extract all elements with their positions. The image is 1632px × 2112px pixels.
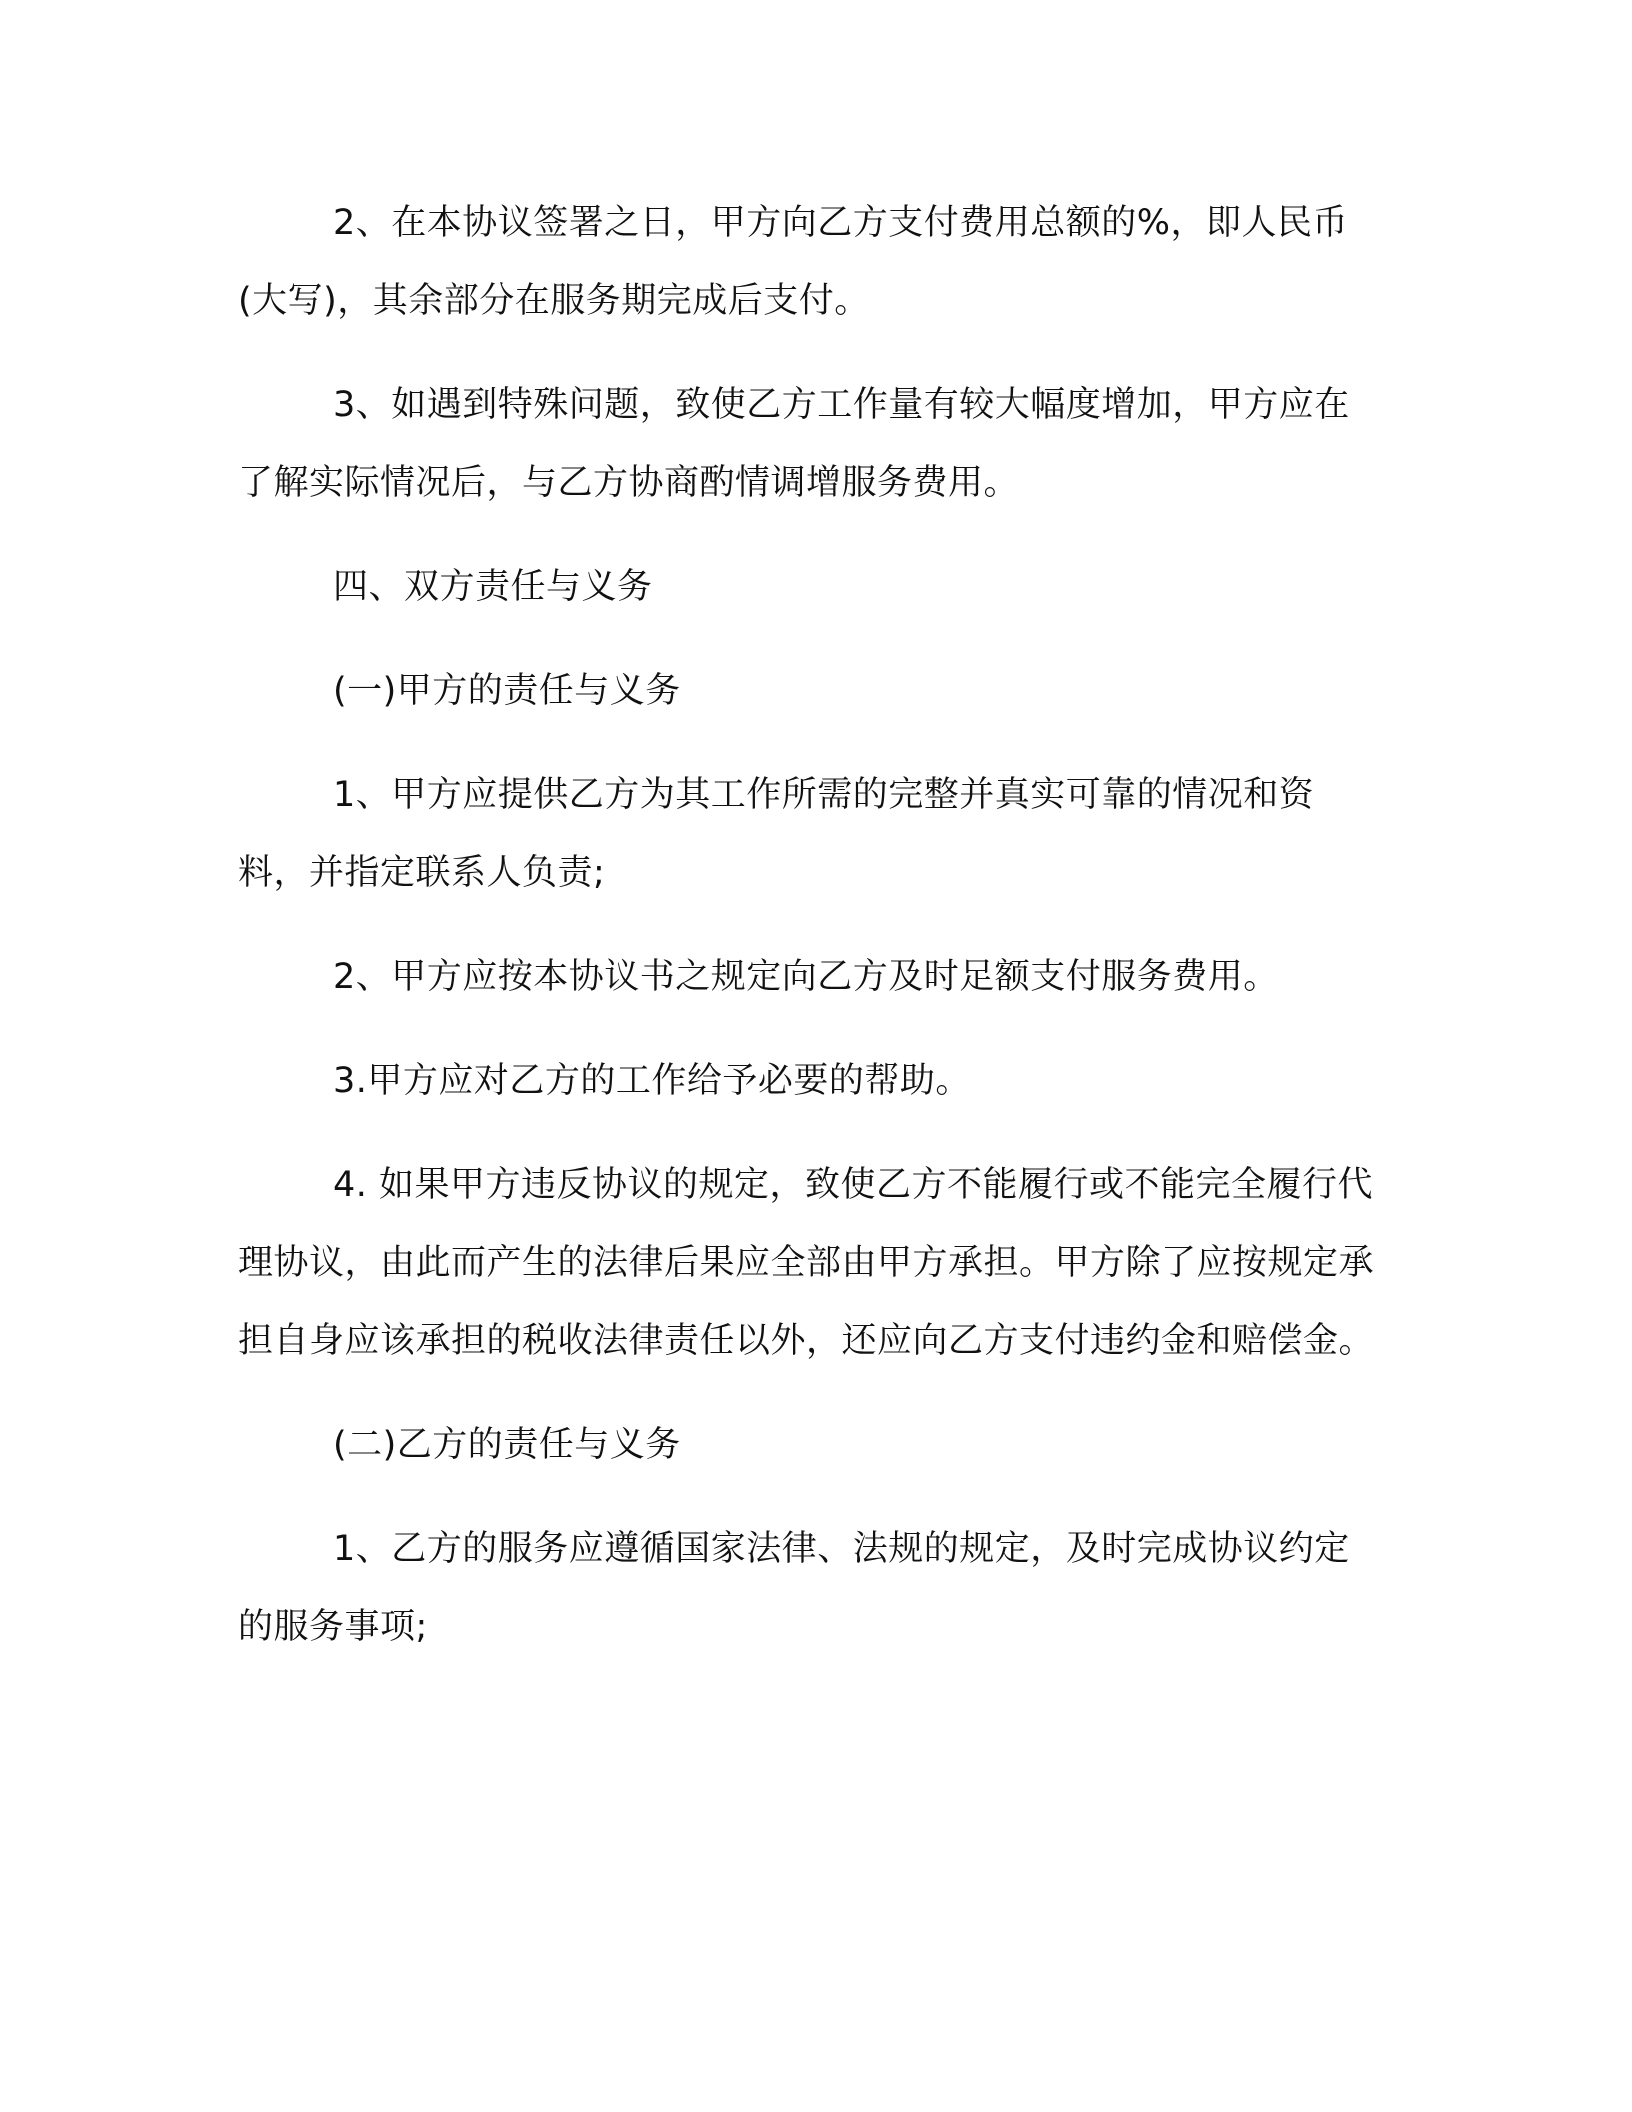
section-heading-responsibilities: 四、双方责任与义务: [333, 567, 653, 607]
subsection-heading-party-b: (二)乙方的责任与义务: [333, 1425, 681, 1465]
document-body: [238, 184, 1384, 1666]
paragraph-party-a-item-3: 3.甲方应对乙方的工作给予必要的帮助。: [333, 1061, 971, 1101]
paragraph-party-b-item-1: 1、乙方的服务应遵循国家法律、法规的规定，及时完成协议约定的服务事项;: [238, 1529, 1350, 1647]
paragraph-spacer: [238, 730, 1384, 756]
paragraph-party-a-item-2: 2、甲方应按本协议书之规定向乙方及时足额支付服务费用。: [333, 957, 1279, 997]
paragraph-spacer: [238, 1120, 1384, 1146]
paragraph-payment-schedule: 2、在本协议签署之日，甲方向乙方支付费用总额的%，即人民币(大写)，其余部分在服务期完成后支付。: [238, 203, 1349, 321]
paragraph-party-a-item-4: 4. 如果甲方违反协议的规定，致使乙方不能履行或不能完全履行代理协议，由此而产生的法律后果应全部由甲方承担。甲方除了应按规定承担自身应该承担的税收法律责任以外，还应向乙方支付违约金和赔偿金。: [238, 1165, 1375, 1361]
paragraph-party-a-item-1: 1、甲方应提供乙方为其工作所需的完整并真实可靠的情况和资料，并指定联系人负责;: [238, 775, 1315, 893]
paragraph-spacer: [238, 1380, 1384, 1406]
paragraph-spacer: [238, 1016, 1384, 1042]
paragraph-spacer: [238, 626, 1384, 652]
paragraph-spacer: [238, 522, 1384, 548]
paragraph-spacer: [238, 340, 1384, 366]
paragraph-spacer: [238, 1484, 1384, 1510]
subsection-heading-party-a: (一)甲方的责任与义务: [333, 671, 681, 711]
paragraph-spacer: [238, 912, 1384, 938]
paragraph-fee-adjustment: 3、如遇到特殊问题，致使乙方工作量有较大幅度增加，甲方应在了解实际情况后，与乙方协商酌情调增服务费用。: [238, 385, 1350, 503]
